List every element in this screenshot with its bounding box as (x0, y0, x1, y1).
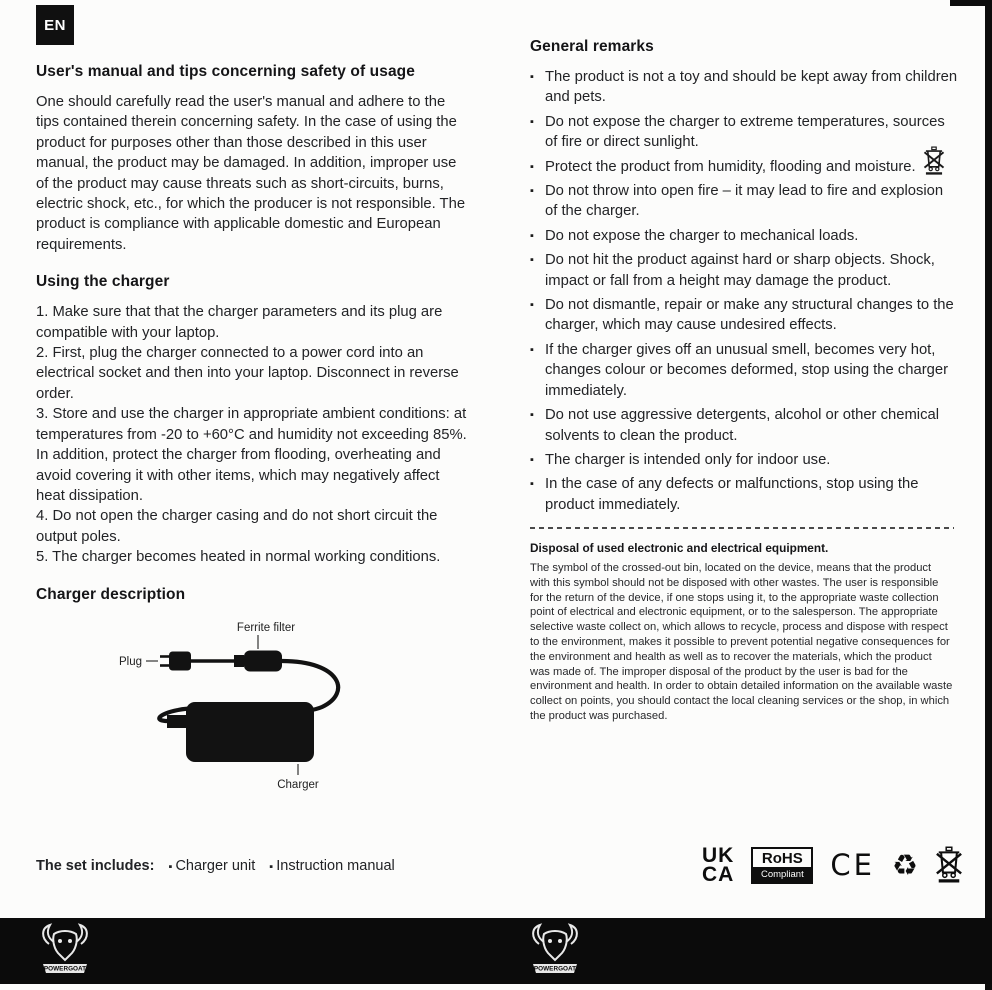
usage-body: One should carefully read the user's manual and adhere to the tips contained therein concerning safety. In the case of using the product for purposes other than those described in this user manual, the product may be damaged. In addition, improper use of the product may cause threats such as short-circuits, burns, electric shock, etc., for which the producer is not responsible. The product is compliance with applicable domestic and European requirements. (36, 94, 466, 253)
set-includes-line (36, 858, 476, 874)
left-column (36, 63, 472, 800)
right-column (530, 38, 958, 724)
rohs-compliant-label: Compliant (753, 867, 811, 882)
ferrite-filter-icon (234, 650, 282, 671)
set-includes-item: ▪ Charger unit (168, 858, 255, 874)
rohs-title: RoHS (761, 850, 803, 868)
remark-item: ▪ Do not dismantle, repair or make any structural changes to the charger, which may cause undesired effects. (530, 295, 958, 336)
powergoat-logo (528, 922, 582, 980)
recycling-icon: ♻ (891, 847, 918, 882)
dashed-separator (530, 527, 954, 529)
page-edge-top-right (950, 0, 992, 6)
plug-icon (160, 651, 191, 670)
footer-brand-text: POWERGOAT (43, 965, 87, 973)
crossed-out-bin-icon-small (923, 146, 945, 176)
using-charger-list (36, 302, 472, 567)
ukca-line2: CA (702, 863, 735, 887)
rohs-mark (751, 847, 813, 884)
language-badge: EN (36, 5, 74, 45)
remark-item: ▪ Do not expose the charger to extreme temperatures, sources of fire or direct sunlight. (530, 112, 958, 153)
set-includes-label: The set includes: (36, 858, 155, 874)
disposal-heading: Disposal of used electronic and electrical equipment. (530, 541, 829, 556)
ukca-mark (702, 846, 734, 885)
using-charger-item: 2. First, plug the charger connected to a power cord into an electrical socket and then into your laptop. Disconnect in reverse order. (36, 345, 459, 402)
footer-brand-text: POWERGOAT (533, 965, 577, 973)
charger-icon (167, 702, 314, 762)
remark-item: ▪ Do not use aggressive detergents, alcohol or other chemical solvents to clean the product. (530, 405, 958, 446)
using-charger-item: 1. Make sure that that the charger parameters and its plug are compatible with your laptop. (36, 304, 443, 341)
page-edge-right (985, 0, 992, 990)
remark-item: ▪ The product is not a toy and should be kept away from children and pets. (530, 67, 958, 108)
set-includes-item: ▪ Instruction manual (269, 858, 394, 874)
using-charger-heading: Using the charger (36, 273, 170, 291)
remark-item: ▪ In the case of any defects or malfunctions, stop using the product immediately. (530, 474, 958, 515)
charger-label: Charger (277, 778, 319, 791)
using-charger-item: 5. The charger becomes heated in normal working conditions. (36, 549, 441, 566)
remark-item: ▪ Do not hit the product against hard or sharp objects. Shock, impact or fall from a height may damage the product. (530, 250, 958, 291)
ferrite-filter-label: Ferrite filter (236, 621, 296, 634)
general-remarks-list (530, 67, 958, 515)
ukca-line1: UK (702, 844, 735, 867)
remark-item: ▪ Protect the product from humidity, flooding and moisture. (530, 157, 958, 177)
charger-description-heading: Charger description (36, 585, 186, 603)
remark-item: ▪ Do not throw into open fire – it may lead to fire and explosion of the charger. (530, 181, 958, 222)
powergoat-logo (38, 922, 92, 980)
general-remarks-heading: General remarks (530, 38, 654, 55)
certification-marks (702, 846, 963, 885)
using-charger-item: 3. Store and use the charger in appropriate ambient conditions: at temperatures from -20 to +60°C and humidity not exceeding 85%. In addition, protect the charger from flooding, overheating and avoid covering it with other items, which may negatively affect heat dissipation. (36, 406, 467, 504)
footer-bar (0, 918, 992, 984)
usage-heading: User's manual and tips concerning safety of usage (36, 63, 415, 80)
remark-item: ▪ If the charger gives off an unusual smell, becomes very hot, changes colour or becomes deformed, stop using the charger immediately. (530, 340, 958, 401)
disposal-body: The symbol of the crossed-out bin, located on the device, means that the product with this symbol should not be disposed with other wastes. The user is responsible for the return of the device, if one stops using it, to the appropriate waste collection point of electrical and electronic equipment, or to the salesperson. The appropriate selective waste collect on, which allows to recycle, process and dispose with respect to the environment, makes it possible to prevent potential negative consequences for the environment and health as well as to recover the materials, which the product was made of. The improper disposal of the product by the user is bad for the environment and health. In order to obtain detailed information on the available waste collect on points, you should contact the local cleaning services or the shop, in which the product was purchased. (530, 562, 953, 722)
crossed-out-bin-icon (935, 846, 963, 884)
remark-item: ▪ Do not expose the charger to mechanical loads. (530, 226, 958, 246)
using-charger-item: 4. Do not open the charger casing and do not short circuit the output poles. (36, 508, 438, 545)
plug-label: Plug (118, 655, 142, 668)
charger-diagram (36, 615, 468, 795)
remark-item: ▪ The charger is intended only for indoor use. (530, 450, 958, 470)
ce-mark: CE (830, 848, 875, 883)
